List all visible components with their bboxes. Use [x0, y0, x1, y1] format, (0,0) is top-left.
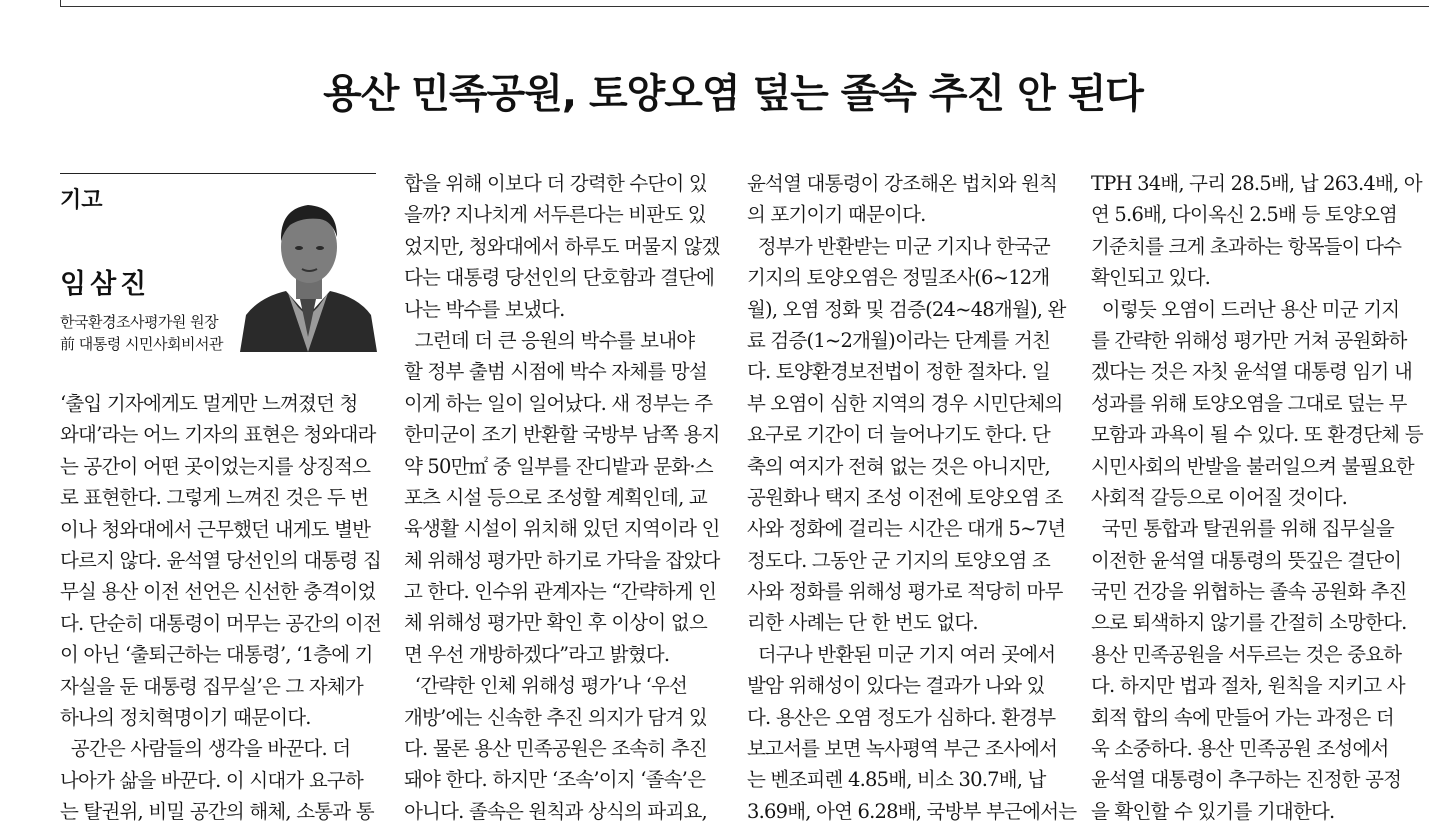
section-label: 기고: [60, 188, 103, 213]
article-text-line: 윤석열 대통령이 추구하는 진정한 공정: [1091, 768, 1402, 792]
article-text-line: 의 포기이기 때문이다.: [747, 203, 926, 227]
article-text-line: 사회적 갈등으로 이어질 것이다.: [1091, 485, 1348, 509]
article-text-line: 아니다. 졸속은 원칙과 상식의 파괴요,: [404, 799, 707, 823]
article-text-line: 을까? 지나치게 서두른다는 비판도 있: [404, 203, 706, 227]
article-text-line: 국민 건강을 위협하는 졸속 공원화 추진: [1091, 580, 1407, 604]
article-text-line: 그런데 더 큰 응원의 박수를 보내야: [404, 328, 695, 352]
author-title: 한국환경조사평가원 원장: [60, 313, 219, 331]
article-text-line: 포츠 시설 등으로 조성할 계획인데, 교: [404, 485, 707, 509]
article-text-line: 와대’라는 어느 기자의 표현은 청와대라: [60, 423, 376, 447]
article-text-line: 모함과 과욕이 될 수 있다. 또 환경단체 등: [1091, 423, 1423, 447]
article-text-line: 체 위해성 평가만 하기로 가닥을 잡았다: [404, 548, 720, 572]
article-text-line: 다. 하지만 법과 절차, 원칙을 지키고 사: [1091, 674, 1405, 698]
article-text-line: 발암 위해성이 있다는 결과가 나와 있: [747, 674, 1045, 698]
article-text-line: 한미군이 조기 반환할 국방부 남쪽 용지: [404, 423, 720, 447]
article-text-line: 개방’에는 신속한 추진 의지가 담겨 있: [404, 705, 707, 729]
article-text-line: 체 위해성 평가만 확인 후 이상이 없으: [404, 611, 707, 635]
article-text-line: 하나의 정치혁명이기 때문이다.: [60, 705, 311, 729]
article-text-line: 욱 소중하다. 용산 민족공원 조성에서: [1091, 737, 1389, 761]
article-text-line: 국민 통합과 탈권위를 위해 집무실을: [1091, 517, 1394, 541]
article-text-line: 축의 여지가 전혀 없는 것은 아니지만,: [747, 454, 1050, 478]
article-text-line: 겠다는 것은 자칫 윤석열 대통령 임기 내: [1091, 360, 1412, 384]
top-frame-border: [60, 0, 1429, 7]
article-column-4: [1091, 168, 1423, 827]
article-text-line: 월), 오염 정화 및 검증(24~48개월), 완: [747, 297, 1066, 321]
article-text-line: 성과를 위해 토양오염을 그대로 덮는 무: [1091, 391, 1407, 415]
article-text-line: 더구나 반환된 미군 기지 여러 곳에서: [747, 642, 1056, 666]
article-text-line: ‘간략한 인체 위해성 평가’나 ‘우선: [404, 674, 688, 698]
article-text-line: 면 우선 개방하겠다”라고 밝혔다.: [404, 642, 670, 666]
article-text-line: 는 탈권위, 비밀 공간의 해체, 소통과 통: [60, 800, 374, 824]
article-text-line: 료 검증(1~2개월)이라는 단계를 거친: [747, 328, 1051, 352]
article-text-line: TPH 34배, 구리 28.5배, 납 263.4배, 아: [1091, 172, 1422, 195]
article-text-line: 기준치를 크게 초과하는 항목들이 다수: [1091, 234, 1402, 258]
article-text-line: 기지의 토양오염은 정밀조사(6~12개: [747, 266, 1050, 290]
article-column-2: [404, 168, 724, 827]
article-column-1: [60, 388, 380, 827]
article-text-line: 고 한다. 인수위 관계자는 “간략하게 인: [404, 580, 717, 604]
author-former-title: 前 대통령 시민사회비서관: [60, 335, 223, 353]
article-text-line: 다르지 않다. 윤석열 당선인의 대통령 집: [60, 548, 381, 572]
article-text-line: 공간은 사람들의 생각을 바꾼다. 더: [60, 737, 351, 761]
article-text-line: 이게 하는 일이 일어났다. 새 정부는 주: [404, 391, 713, 415]
article-text-line: 는 공간이 어떤 곳이었는지를 상징적으: [60, 454, 371, 478]
article-text-line: 육생활 시설이 위치해 있던 지역이라 인: [404, 517, 720, 541]
article-text-line: 를 간략한 위해성 평가만 거쳐 공원화하: [1091, 328, 1407, 352]
author-name: 임삼진: [60, 269, 151, 300]
article-text-line: 사와 정화에 걸리는 시간은 대개 5~7년: [747, 517, 1066, 541]
article-text-line: 보고서를 보면 녹사평역 부근 조사에서: [747, 737, 1058, 761]
article-text-line: 나는 박수를 보냈다.: [404, 297, 565, 321]
article-text-line: 다는 대통령 당선인의 단호함과 결단에: [404, 266, 715, 290]
article-text-line: 이나 청와대에서 근무했던 내게도 별반: [60, 517, 371, 541]
article-text-line: 부 오염이 심한 지역의 경우 시민단체의: [747, 391, 1063, 415]
article-text-line: 자실을 둔 대통령 집무실’은 그 자체가: [60, 674, 363, 698]
article-text-line: 다. 용산은 오염 정도가 심하다. 환경부: [747, 705, 1056, 729]
article-text-line: 정부가 반환받는 미군 기지나 한국군: [747, 234, 1050, 258]
author-portrait: [240, 187, 377, 352]
article-text-line: 리한 사례는 단 한 번도 없다.: [747, 611, 978, 635]
article-text-line: 는 벤조피렌 4.85배, 비소 30.7배, 납: [747, 768, 1046, 792]
article-text-line: 이 아닌 ‘출퇴근하는 대통령’, ‘1층에 기: [60, 643, 373, 667]
article-text-line: 요구로 기간이 더 늘어나기도 한다. 단: [747, 423, 1050, 447]
article-text-line: 로 표현한다. 그렇게 느껴진 것은 두 번: [60, 486, 369, 510]
article-text-line: ‘출입 기자에게도 멀게만 느껴졌던 청: [60, 392, 358, 415]
article-text-line: 3.69배, 아연 6.28배, 국방부 부근에서는: [747, 799, 1077, 823]
article-text-line: 연 5.6배, 다이옥신 2.5배 등 토양오염: [1091, 203, 1398, 227]
article-text-line: 었지만, 청와대에서 하루도 머물지 않겠: [404, 234, 720, 258]
article-text-line: 합을 위해 이보다 더 강력한 수단이 있: [404, 172, 707, 195]
article-text-line: 이전한 윤석열 대통령의 뜻깊은 결단이: [1091, 548, 1402, 572]
article-text-line: 사와 정화를 위해성 평가로 적당히 마무: [747, 580, 1063, 604]
article-text-line: 돼야 한다. 하지만 ‘조속’이지 ‘졸속’은: [404, 768, 706, 792]
article-text-line: 정도다. 그동안 군 기지의 토양오염 조: [747, 548, 1050, 572]
article-text-line: 할 정부 출범 시점에 박수 자체를 망설: [404, 360, 707, 384]
byline-rule: [60, 173, 376, 174]
article-text-line: 무실 용산 이전 선언은 신선한 충격이었: [60, 580, 376, 604]
article-text-line: 윤석열 대통령이 강조해온 법치와 원칙: [747, 172, 1058, 195]
article-text-line: 약 50만㎡ 중 일부를 잔디밭과 문화·스: [404, 454, 713, 478]
article-text-line: 나아가 삶을 바꾼다. 이 시대가 요구하: [60, 768, 363, 792]
article-text-line: 다. 단순히 대통령이 머무는 공간의 이전: [60, 611, 381, 635]
article-headline: 용산 민족공원, 토양오염 덮는 졸속 추진 안 된다: [323, 71, 1143, 117]
article-text-line: 시민사회의 반발을 불러일으켜 불필요한: [1091, 454, 1414, 478]
article-text-line: 다. 물론 용산 민족공원은 조속히 추진: [404, 737, 707, 761]
article-text-line: 용산 민족공원을 서두르는 것은 중요하: [1091, 642, 1402, 666]
article-text-line: 으로 퇴색하지 않기를 간절히 소망한다.: [1091, 611, 1407, 635]
article-text-line: 을 확인할 수 있기를 기대한다.: [1091, 799, 1335, 823]
article-text-line: 공원화나 택지 조성 이전에 토양오염 조: [747, 485, 1063, 509]
article-text-line: 회적 합의 속에 만들어 가는 과정은 더: [1091, 705, 1394, 729]
article-text-line: 다. 토양환경보전법이 정한 절차다. 일: [747, 360, 1050, 384]
article-text-line: 확인되고 있다.: [1091, 266, 1211, 290]
article-text-line: 이렇듯 오염이 드러난 용산 미군 기지: [1091, 297, 1400, 321]
article-column-3: [747, 168, 1077, 827]
